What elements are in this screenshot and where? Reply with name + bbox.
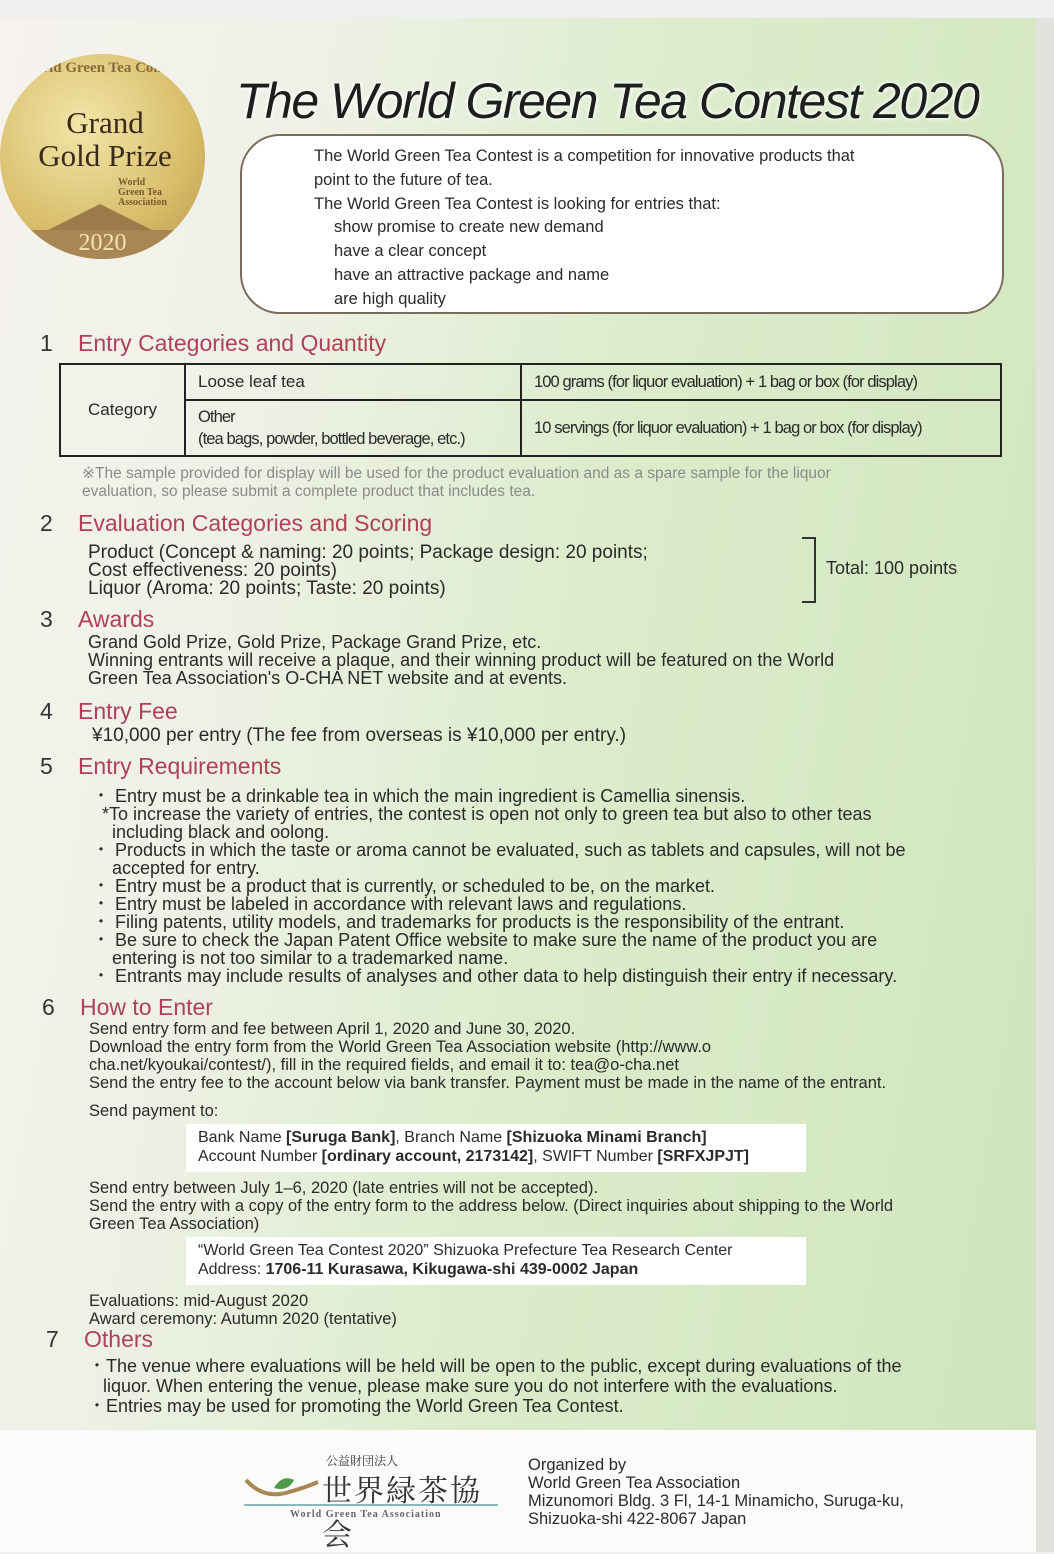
address-box (186, 1237, 806, 1285)
requirement-item: entering is not too similar to a trademarked name. (92, 948, 509, 968)
section-number: 4 (40, 698, 53, 724)
intro-bullet: have an attractive package and name (334, 265, 610, 284)
fee-text: ¥10,000 per entry (The fee from overseas is ¥10,000 per entry.) (92, 725, 627, 746)
requirement-item: ・ Entry must be a product that is currently, or scheduled to be, on the market. (92, 876, 715, 896)
bank-name: [Suruga Bank] (286, 1129, 396, 1146)
badge-assoc (118, 178, 167, 208)
table-cell-qty: 100 grams (for liquor evaluation) + 1 bag or box (for display) (521, 364, 1001, 400)
section-title: Evaluation Categories and Scoring (78, 510, 433, 536)
organizer-info (528, 1456, 904, 1528)
shipping-line: Green Tea Association) (89, 1215, 260, 1233)
shipping-line: Send the entry with a copy of the entry form to the address below. (Direct inquiries about shipping to the World (89, 1197, 894, 1215)
section-number: 6 (42, 994, 55, 1020)
how-line: Send the entry fee to the account below via bank transfer. Payment must be made in the name of the entrant. (89, 1074, 887, 1092)
page-title: The World Green Tea Contest 2020 (236, 73, 979, 129)
how-line: Send entry form and fee between April 1, 2020 and June 30, 2020. (89, 1020, 576, 1038)
intro-line: The World Green Tea Contest is looking for entries that: (314, 194, 721, 213)
others-item: ・Entries may be used for promoting the World Green Tea Contest. (88, 1396, 624, 1416)
organizer-line: Shizuoka-shi 422-8067 Japan (528, 1510, 747, 1528)
address-line: “World Green Tea Contest 2020” Shizuoka Prefecture Tea Research Center (198, 1242, 733, 1259)
section-heading (46, 1326, 153, 1353)
section-heading (42, 994, 213, 1021)
section-title: Entry Categories and Quantity (78, 330, 387, 356)
requirement-item: *To increase the variety of entries, the contest is open not only to green tea but also to other teas (92, 804, 872, 824)
scoring-line: Liquor (Aroma: 20 points; Taste: 20 points) (88, 578, 446, 599)
how-line: cha.net/kyoukai/contest/), fill in the required fields, and email it to: tea@o-cha.net (89, 1056, 679, 1074)
schedule-line: Evaluations: mid-August 2020 (89, 1292, 309, 1310)
section-number: 7 (46, 1326, 59, 1352)
badge-arc-text: World Green Tea Contest (20, 60, 185, 76)
bank-box (186, 1124, 806, 1172)
requirement-item: ・ Filing patents, utility models, and trademarks for products is the responsibility of the entrant. (92, 912, 845, 932)
section-title: Awards (78, 606, 155, 632)
intro-bullet: have a clear concept (334, 242, 487, 261)
section-title: Entry Fee (78, 698, 178, 724)
others-item: liquor. When entering the venue, please make sure you do not interfere with the evaluations. (88, 1376, 838, 1396)
entry-table (59, 363, 1002, 457)
awards-line: Green Tea Association's O-CHA NET website and at events. (88, 668, 568, 688)
note-line: evaluation, so please submit a complete product that includes tea. (82, 483, 536, 500)
how-line: Download the entry form from the World Green Tea Association website (http://www.o (89, 1038, 712, 1056)
logo-rule (244, 1504, 498, 1506)
address-value: 1706-11 Kurasawa, Kikugawa-shi 439-0002 Japan (265, 1261, 639, 1278)
schedule-line: Award ceremony: Autumn 2020 (tentative) (89, 1310, 397, 1328)
awards-line: Winning entrants will receive a plaque, and their winning product will be featured on the World (88, 650, 835, 670)
association-logo (244, 1452, 498, 1552)
intro-bullet: show promise to create new demand (334, 218, 604, 237)
badge-prize (20, 106, 190, 172)
others-item: ・The venue where evaluations will be held will be open to the public, except during evaluations of the (88, 1356, 902, 1376)
schedule-text (89, 1292, 397, 1328)
table-cell-type: Other (198, 408, 235, 426)
badge-prize-line: Grand (66, 105, 144, 140)
requirement-item: ・ Entry must be labeled in accordance with relevant laws and regulations. (92, 894, 687, 914)
payment-label: Send payment to: (89, 1102, 219, 1120)
shipping-line: Send entry between July 1–6, 2020 (late entries will not be accepted). (89, 1179, 599, 1197)
requirements-list (92, 787, 905, 985)
table-cell-qty: 10 servings (for liquor evaluation) + 1 bag or box (for display) (521, 400, 1001, 456)
section-heading (40, 753, 281, 780)
swift-label: , SWIFT Number (533, 1148, 658, 1165)
awards-text (88, 633, 834, 687)
requirement-item: ・ Entry must be a drinkable tea in which the main ingredient is Camellia sinensis. (92, 786, 746, 806)
badge-year: 2020 (0, 230, 205, 259)
section-heading (40, 330, 386, 357)
section-heading (40, 510, 432, 537)
logo-small-text: 公益財団法人 (326, 1454, 399, 1468)
requirement-item: accepted for entry. (92, 858, 260, 878)
edge-strip (1036, 18, 1054, 1552)
scoring-total: Total: 100 points (826, 558, 958, 578)
table-cell-type-detail: (tea bags, powder, bottled beverage, etc.) (198, 430, 465, 448)
branch-name: [Shizuoka Minami Branch] (506, 1129, 707, 1146)
section-title: How to Enter (80, 994, 213, 1020)
bank-label: Bank Name (198, 1129, 287, 1146)
grand-gold-prize-badge (0, 54, 205, 259)
shipping-text (89, 1179, 893, 1233)
scoring-line: Cost effectiveness: 20 points) (88, 560, 337, 581)
branch-label: , Branch Name (395, 1129, 507, 1146)
requirement-item: including black and oolong. (92, 822, 330, 842)
table-cell-type: Loose leaf tea (185, 364, 521, 400)
logo-jp-text: 世界緑茶協会 (322, 1475, 482, 1552)
badge-assoc-line: Association (118, 197, 167, 208)
organizer-line: Mizunomori Bldg. 3 Fl, 14-1 Minamicho, Suruga-ku, (528, 1492, 904, 1510)
address-label: Address: (198, 1261, 266, 1278)
account-label: Account Number (198, 1148, 322, 1165)
table-note (82, 465, 831, 501)
section-number: 1 (40, 330, 53, 356)
table-header: Category (60, 364, 185, 456)
badge-prize-line: Gold Prize (38, 138, 172, 173)
logo-en-text: World Green Tea Association (290, 1509, 442, 1520)
section-number: 3 (40, 606, 53, 632)
badge-assoc-line: World (118, 177, 146, 188)
requirement-item: ・ Products in which the taste or aroma cannot be evaluated, such as tablets and capsules, will not be (92, 840, 906, 860)
section-number: 2 (40, 510, 53, 536)
others-list (88, 1356, 902, 1416)
organizer-line: World Green Tea Association (528, 1474, 741, 1492)
swift-number: [SRFXJPJT] (657, 1148, 749, 1165)
requirement-item: ・ Entrants may include results of analyses and other data to help distinguish their entry if necessary. (92, 966, 898, 986)
section-number: 5 (40, 753, 53, 779)
intro-box (240, 134, 1004, 314)
account-number: [ordinary account, 2173142] (321, 1148, 534, 1165)
scoring-text (88, 544, 648, 598)
scoring-line: Product (Concept & naming: 20 points; Package design: 20 points; (88, 542, 648, 563)
section-heading (40, 606, 154, 633)
badge-assoc-line: Green Tea (118, 187, 162, 198)
intro-bullet: are high quality (334, 289, 446, 308)
section-title: Entry Requirements (78, 753, 282, 779)
section-heading (40, 698, 178, 725)
intro-line: point to the future of tea. (314, 170, 493, 189)
teapot-leaf-icon (244, 1470, 320, 1500)
scoring-bracket (802, 537, 816, 603)
organizer-line: Organized by (528, 1456, 627, 1474)
section-title: Others (84, 1326, 154, 1352)
requirement-item: ・ Be sure to check the Japan Patent Office website to make sure the name of the product you are (92, 930, 878, 950)
note-line: ※The sample provided for display will be used for the product evaluation and as a spare sample for the liquor (82, 465, 831, 482)
intro-line: The World Green Tea Contest is a competition for innovative products that (314, 147, 855, 165)
how-text (89, 1020, 886, 1092)
awards-line: Grand Gold Prize, Gold Prize, Package Grand Prize, etc. (88, 632, 542, 652)
